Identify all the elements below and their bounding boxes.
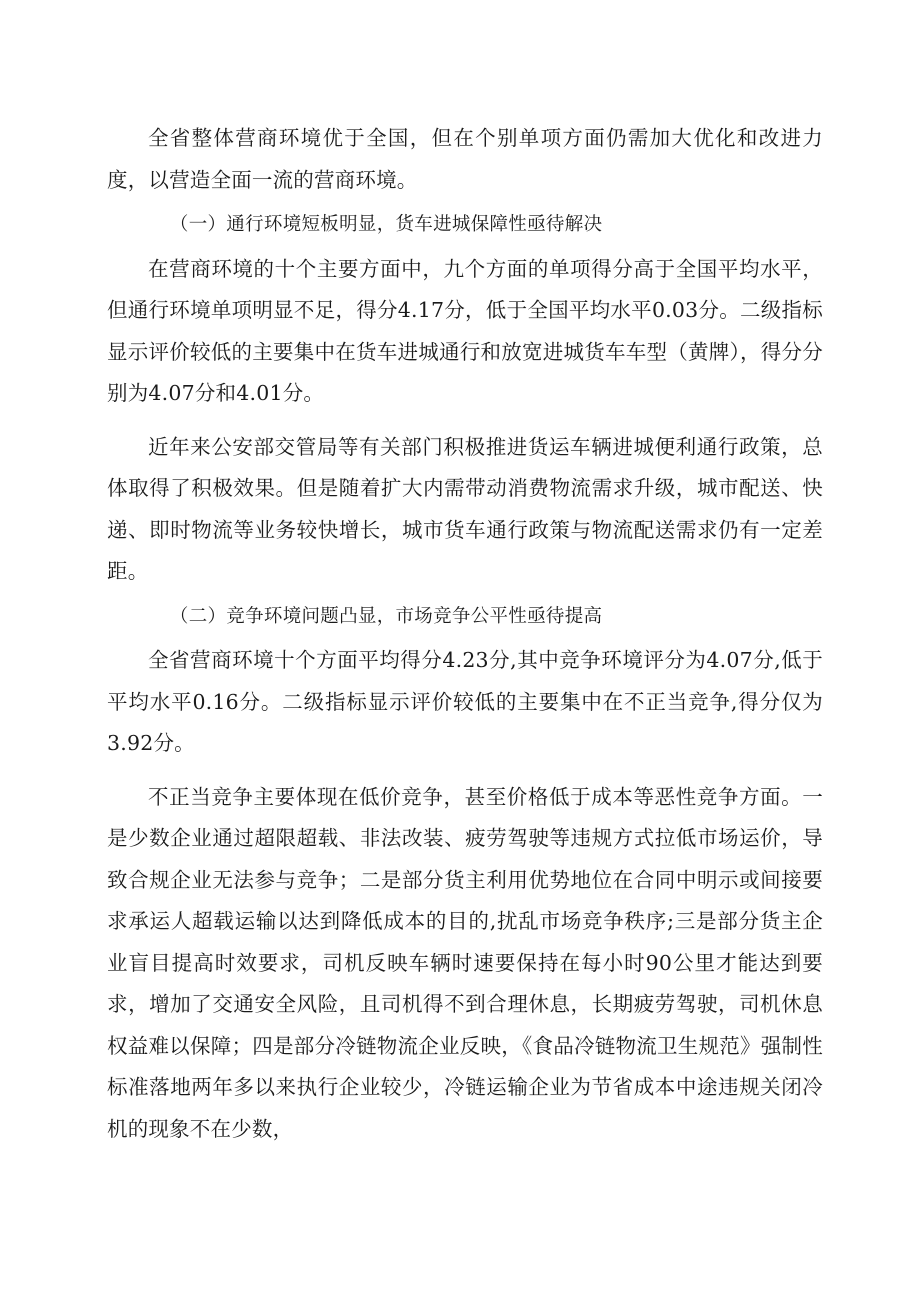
paragraph-competition-scores: 全省营商环境十个方面平均得分4.23分,其中竞争环境评分为4.07分,低于平均水平0.16分。二级指标显示评价较低的主要集中在不正当竞争,得分仅为3.92分。 xyxy=(107,648,823,755)
spacer xyxy=(107,415,823,427)
paragraph-traffic-scores: 在营商环境的十个主要方面中，九个方面的单项得分高于全国平均水平，但通行环境单项明显不足，得分4.17分，低于全国平均水平0.03分。二级指标显示评价较低的主要集中在货车进城通行和放宽进城货车车型（黄牌），得分分别为4.07分和4.01分。 xyxy=(107,256,823,405)
paragraph-overview: 全省整体营商环境优于全国，但在个别单项方面仍需加大优化和改进力度，以营造全面一流的营商环境。 xyxy=(107,126,823,192)
paragraph-unfair-competition: 不正当竞争主要体现在低价竞争，甚至价格低于成本等恶性竞争方面。一是少数企业通过超限超载、非法改装、疲劳驾驶等违规方式拉低市场运价，导致合规企业无法参与竞争；二是部分货主利用优势地位在合同中明示或间接要求承运人超载运输以达到降低成本的目的,扰乱市场竞争秩序;三是部分货主企业盲目提高时效要求，司机反映车辆时速要保持在每小时90公里才能达到要求，增加了交通安全风险，且司机得不到合理休息，长期疲劳驾驶，司机休息权益难以保障；四是部分冷链物流企业反映，《食品冷链物流卫生规范》强制性标准落地两年多以来执行企业较少，冷链运输企业为节省成本中途违规关闭冷机的现象不在少数， xyxy=(107,784,823,1141)
section-heading-2: （二）竞争环境问题凸显，市场竞争公平性亟待提高 xyxy=(169,605,603,627)
spacer xyxy=(107,765,823,777)
section-heading-1: （一）通行环境短板明显，货车进城保障性亟待解决 xyxy=(169,214,603,235)
paragraph-traffic-policy: 近年来公安部交管局等有关部门积极推进货运车辆进城便利通行政策，总体取得了积极效果。但是随着扩大内需带动消费物流需求升级，城市配送、快递、即时物流等业务较快增长，城市货车通行政策与物流配送需求仍有一定差距。 xyxy=(107,434,823,583)
document-page xyxy=(107,118,823,1150)
